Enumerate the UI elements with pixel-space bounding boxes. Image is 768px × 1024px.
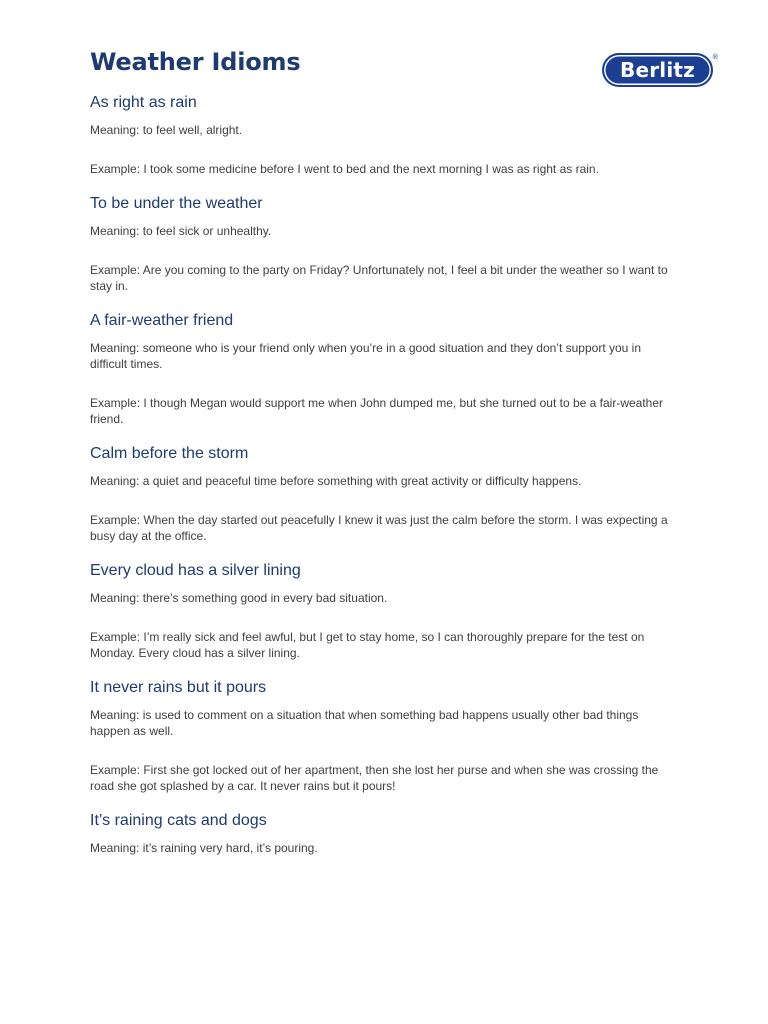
idiom-title: It never rains but it pours xyxy=(90,679,267,696)
idiom-entry xyxy=(90,443,680,544)
idiom-meaning: Meaning: is used to comment on a situation that when something bad happens usually other bad things happen as well. xyxy=(90,708,639,738)
idiom-title: Calm before the storm xyxy=(90,445,249,462)
idiom-meaning: Meaning: someone who is your friend only when you’re in a good situation and they don’t support you in difficult times. xyxy=(90,341,642,371)
idiom-example: Example: First she got locked out of her apartment, then she lost her purse and when she was crossing the road she got splashed by a car. It never rains but it pours! xyxy=(90,763,659,793)
idiom-title: As right as rain xyxy=(90,94,197,111)
idiom-list xyxy=(90,92,680,879)
idiom-entry xyxy=(90,560,680,661)
idiom-title: To be under the weather xyxy=(90,195,263,212)
idiom-entry xyxy=(90,193,680,294)
idiom-title: A fair-weather friend xyxy=(90,312,234,329)
idiom-entry xyxy=(90,810,680,856)
idiom-entry xyxy=(90,310,680,427)
idiom-example: Example: When the day started out peacefully I knew it was just the calm before the storm. I was expecting a busy day at the office. xyxy=(90,513,668,543)
idiom-example: Example: I took some medicine before I went to bed and the next morning I was as right as rain. xyxy=(90,162,599,176)
idiom-meaning: Meaning: there’s something good in every bad situation. xyxy=(90,591,388,605)
idiom-example: Example: Are you coming to the party on Friday? Unfortunately not, I feel a bit under the weather so I want to stay in. xyxy=(90,263,668,293)
idiom-meaning: Meaning: it’s raining very hard, it’s pouring. xyxy=(90,841,318,855)
idiom-example: Example: I’m really sick and feel awful, but I get to stay home, so I can thoroughly prepare for the test on Monday. Every cloud has a silver lining. xyxy=(90,630,645,660)
idiom-entry xyxy=(90,92,680,177)
idiom-meaning: Meaning: to feel well, alright. xyxy=(90,123,243,137)
idiom-title: Every cloud has a silver lining xyxy=(90,562,301,579)
idiom-meaning: Meaning: to feel sick or unhealthy. xyxy=(90,224,272,238)
registered-mark: ® xyxy=(711,53,719,61)
page-title: Weather Idioms xyxy=(90,48,301,76)
berlitz-logo xyxy=(602,53,719,87)
idiom-entry xyxy=(90,677,680,794)
idiom-title: It’s raining cats and dogs xyxy=(90,812,267,829)
logo-text: Berlitz xyxy=(620,58,695,82)
idiom-example: Example: I though Megan would support me when John dumped me, but she turned out to be a fair-weather friend. xyxy=(90,396,664,426)
idiom-meaning: Meaning: a quiet and peaceful time before something with great activity or difficulty happens. xyxy=(90,474,582,488)
